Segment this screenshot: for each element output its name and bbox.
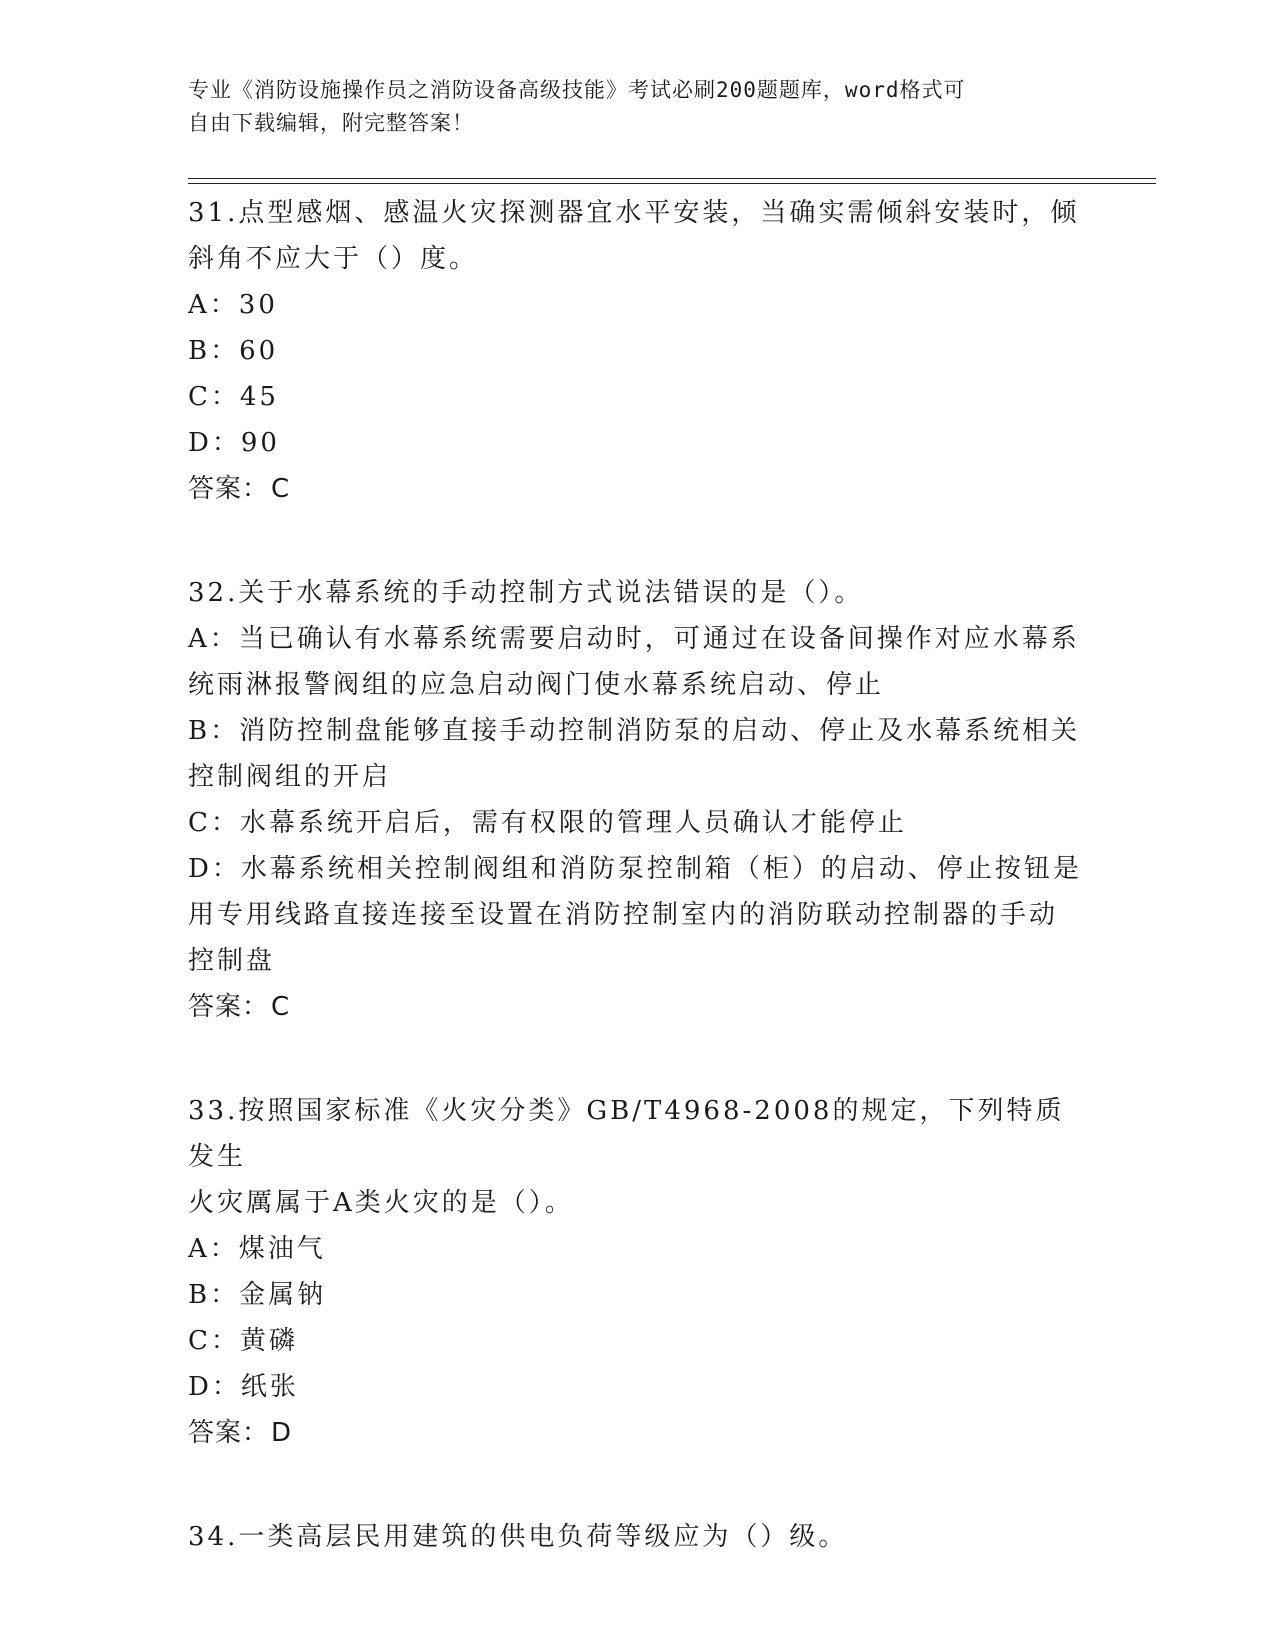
answer-option-line: C：水幕系统开启后，需有权限的管理人员确认才能停止 [188, 808, 907, 838]
answer-option-line: C：45 [188, 382, 279, 412]
answer-option-line: A：煤油气 [188, 1234, 326, 1264]
question-stem-line: 33.按照国家标准《火灾分类》GB/T4968-2008的规定，下列特质发生 [188, 1096, 1065, 1172]
question-stem-line: 火灾厲属于A类火灾的是（）。 [188, 1188, 574, 1218]
answer-option-line: D：水幕系统相关控制阀组和消防泵控制箱（柜）的启动、停止按钮是 [188, 854, 1082, 884]
answer-option-line: 控制盘 [188, 946, 276, 976]
answer-key-label: 答案： [188, 992, 270, 1022]
answer-key [188, 1410, 1088, 1456]
answer-option-line: B：金属钠 [188, 1280, 327, 1310]
answer-option-line: D：纸张 [188, 1372, 299, 1402]
question-item [188, 1514, 1088, 1560]
answer-key-value: D [271, 1418, 293, 1448]
answer-key [188, 466, 1088, 512]
answer-key-label: 答案： [188, 1418, 270, 1448]
answer-option-line: C：黄磷 [188, 1326, 298, 1356]
question-stem-line: 34.一类高层民用建筑的供电负荷等级应为（）级。 [188, 1522, 848, 1552]
question-list [188, 190, 1088, 1618]
question-stem-line: 32.关于水幕系统的手动控制方式说法错误的是（）。 [188, 578, 864, 608]
answer-option-line: 控制阀组的开启 [188, 762, 392, 792]
answer-option-line: B：60 [188, 336, 279, 366]
header-line-2: 自由下载编辑，附完整答案！ [188, 111, 474, 135]
question-item [188, 190, 1088, 512]
answer-key-value: C [271, 474, 291, 504]
answer-option-line: B：消防控制盘能够直接手动控制消防泵的启动、停止及水幕系统相关 [188, 716, 1081, 746]
answer-option-line: 统雨淋报警阀组的应急启动阀门使水幕系统启动、停止 [188, 670, 885, 700]
header-divider-top [188, 178, 1156, 179]
answer-option-line: A：30 [188, 290, 278, 320]
question-item [188, 570, 1088, 1030]
question-item [188, 1088, 1088, 1456]
header-line-1: 专业《消防设施操作员之消防设备高级技能》考试必刷200题题库，word格式可 [188, 78, 966, 102]
answer-key [188, 984, 1088, 1030]
question-stem-line: 31.点型感烟、感温火灾探测器宜水平安装，当确实需倾斜安装时，倾 [188, 198, 1080, 228]
answer-option-line: D：90 [188, 428, 280, 458]
answer-option-line: A：当已确认有水幕系统需要启动时，可通过在设备间操作对应水幕系 [188, 624, 1080, 654]
answer-key-label: 答案： [188, 474, 270, 504]
document-header [188, 74, 1068, 140]
answer-option-line: 用专用线路直接连接至设置在消防控制室内的消防联动控制器的手动 [188, 900, 1059, 930]
question-stem-line: 斜角不应大于（）度。 [188, 244, 479, 274]
answer-key-value: C [271, 992, 291, 1022]
header-divider-bottom [188, 183, 1156, 184]
